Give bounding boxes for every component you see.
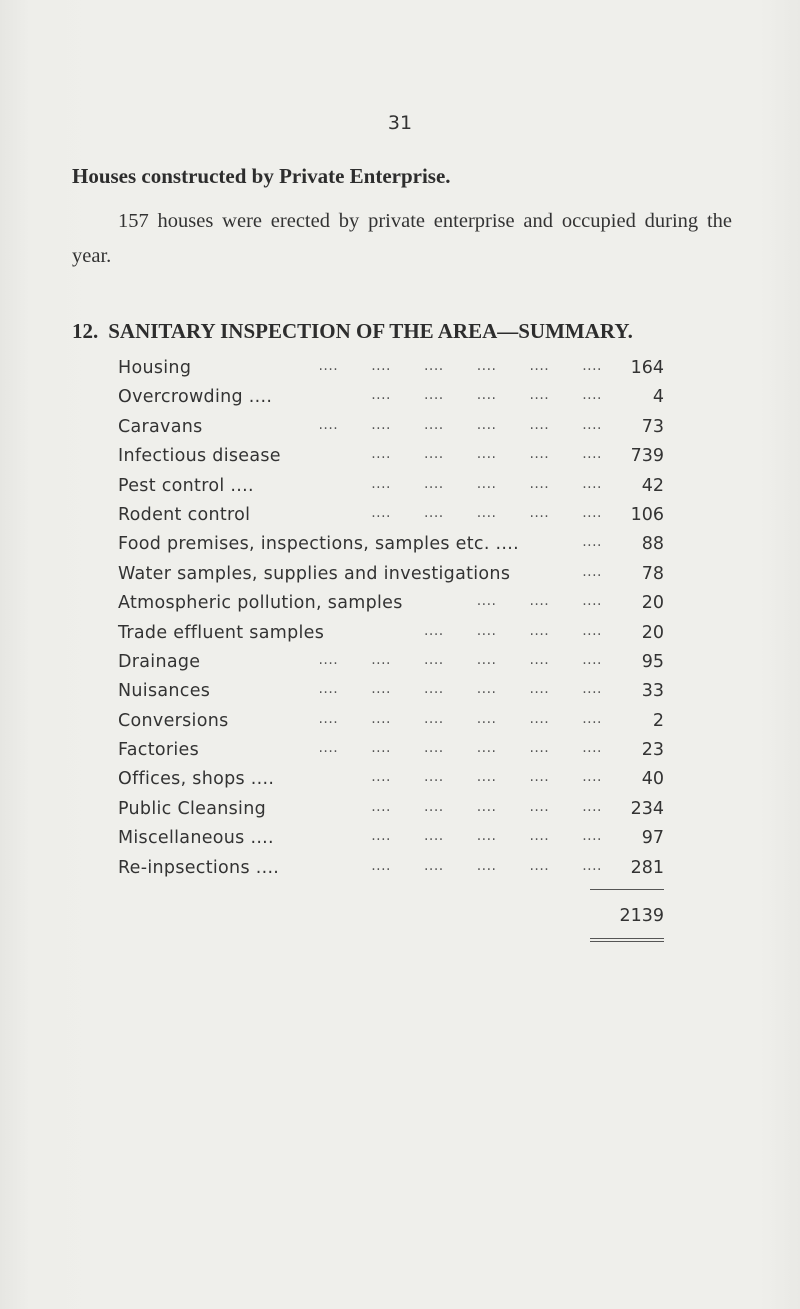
table-row	[118, 711, 664, 740]
row-value: 739	[630, 446, 664, 467]
row-label: Conversions	[118, 710, 229, 731]
row-label: Miscellaneous ....	[118, 828, 274, 849]
total-double-rule-bottom	[590, 941, 664, 942]
table-row	[118, 593, 664, 622]
leader-dots: .... .... .... .... ....	[371, 504, 602, 521]
section-title: SANITARY INSPECTION OF THE AREA—SUMMARY.	[108, 319, 633, 343]
page-number: 31	[387, 112, 413, 134]
table-row	[118, 387, 664, 416]
row-value: 97	[641, 828, 664, 849]
table-row	[118, 769, 664, 798]
row-value: 42	[641, 475, 664, 496]
leader-dots: .... .... .... .... ....	[371, 387, 602, 404]
leader-dots: .... .... .... .... .... ....	[318, 681, 602, 698]
table-row	[118, 740, 664, 769]
leader-dots: .... .... .... .... ....	[371, 828, 602, 845]
table-row	[118, 476, 664, 505]
leader-dots: .... .... .... .... .... ....	[318, 710, 602, 727]
row-value: 23	[641, 740, 664, 761]
leader-dots: ....	[582, 563, 602, 580]
table-row	[118, 564, 664, 593]
section-number: 12.	[72, 319, 99, 343]
leader-dots: .... .... .... .... ....	[371, 769, 602, 786]
row-value: 88	[641, 534, 664, 555]
leader-dots: .... .... .... .... .... ....	[318, 358, 602, 374]
section-heading-private-houses: Houses constructed by Private Enterprise.	[72, 164, 451, 188]
row-label: Drainage	[118, 651, 201, 672]
table-row	[118, 858, 664, 887]
row-label: Nuisances	[118, 681, 211, 702]
row-label: Atmospheric pollution, samples	[118, 593, 403, 614]
table-row	[118, 828, 664, 857]
row-label: Water samples, supplies and investigations	[118, 563, 511, 584]
row-label: Food premises, inspections, samples etc. ....	[118, 534, 520, 555]
leader-dots: .... .... .... .... .... ....	[318, 416, 602, 433]
table-row	[118, 505, 664, 534]
leader-dots: .... .... .... .... ....	[371, 798, 602, 815]
table-row	[118, 799, 664, 828]
row-value: 234	[630, 798, 664, 819]
row-label: Factories	[118, 740, 200, 761]
row-label: Re-inpsections ....	[118, 857, 280, 878]
row-value: 78	[641, 563, 664, 584]
row-value: 73	[641, 416, 664, 437]
row-label: Pest control ....	[118, 475, 254, 496]
row-value: 164	[630, 358, 664, 378]
row-label: Public Cleansing	[118, 798, 266, 819]
row-label: Rodent control	[118, 504, 251, 525]
leader-dots: .... .... .... .... ....	[371, 857, 602, 874]
row-value: 40	[641, 769, 664, 790]
row-label: Offices, shops ....	[118, 769, 275, 790]
leader-dots: .... .... .... .... ....	[371, 475, 602, 492]
summary-table	[118, 358, 664, 887]
table-row	[118, 446, 664, 475]
leader-dots: .... .... .... ....	[423, 622, 602, 639]
leader-dots: .... .... .... .... .... ....	[318, 740, 602, 757]
table-row	[118, 417, 664, 446]
leader-dots: .... .... .... .... .... ....	[318, 651, 602, 668]
section-heading-sanitary-inspection	[72, 319, 633, 344]
row-label: Overcrowding ....	[118, 387, 273, 408]
table-row	[118, 681, 664, 710]
total-double-rule-top	[590, 938, 664, 939]
table-row	[118, 534, 664, 563]
row-value: 281	[630, 857, 664, 878]
table-row	[118, 623, 664, 652]
row-label: Housing	[118, 358, 192, 378]
row-value: 106	[630, 504, 664, 525]
total-value: 2139	[619, 906, 664, 926]
table-row	[118, 652, 664, 681]
row-label: Infectious disease	[118, 446, 281, 467]
sum-rule	[590, 889, 664, 890]
row-value: 2	[652, 710, 664, 731]
leader-dots: .... .... ....	[476, 593, 602, 610]
table-row	[118, 358, 664, 387]
row-value: 95	[641, 651, 664, 672]
row-value: 4	[652, 387, 664, 408]
paragraph-private-houses: 157 houses were erected by private enterprise and occupied during the year.	[72, 210, 732, 267]
row-label: Caravans	[118, 416, 203, 437]
row-value: 20	[641, 622, 664, 643]
leader-dots: .... .... .... .... ....	[371, 446, 602, 463]
row-value: 33	[641, 681, 664, 702]
row-value: 20	[641, 593, 664, 614]
row-label: Trade effluent samples	[118, 622, 325, 643]
leader-dots: ....	[582, 534, 602, 551]
